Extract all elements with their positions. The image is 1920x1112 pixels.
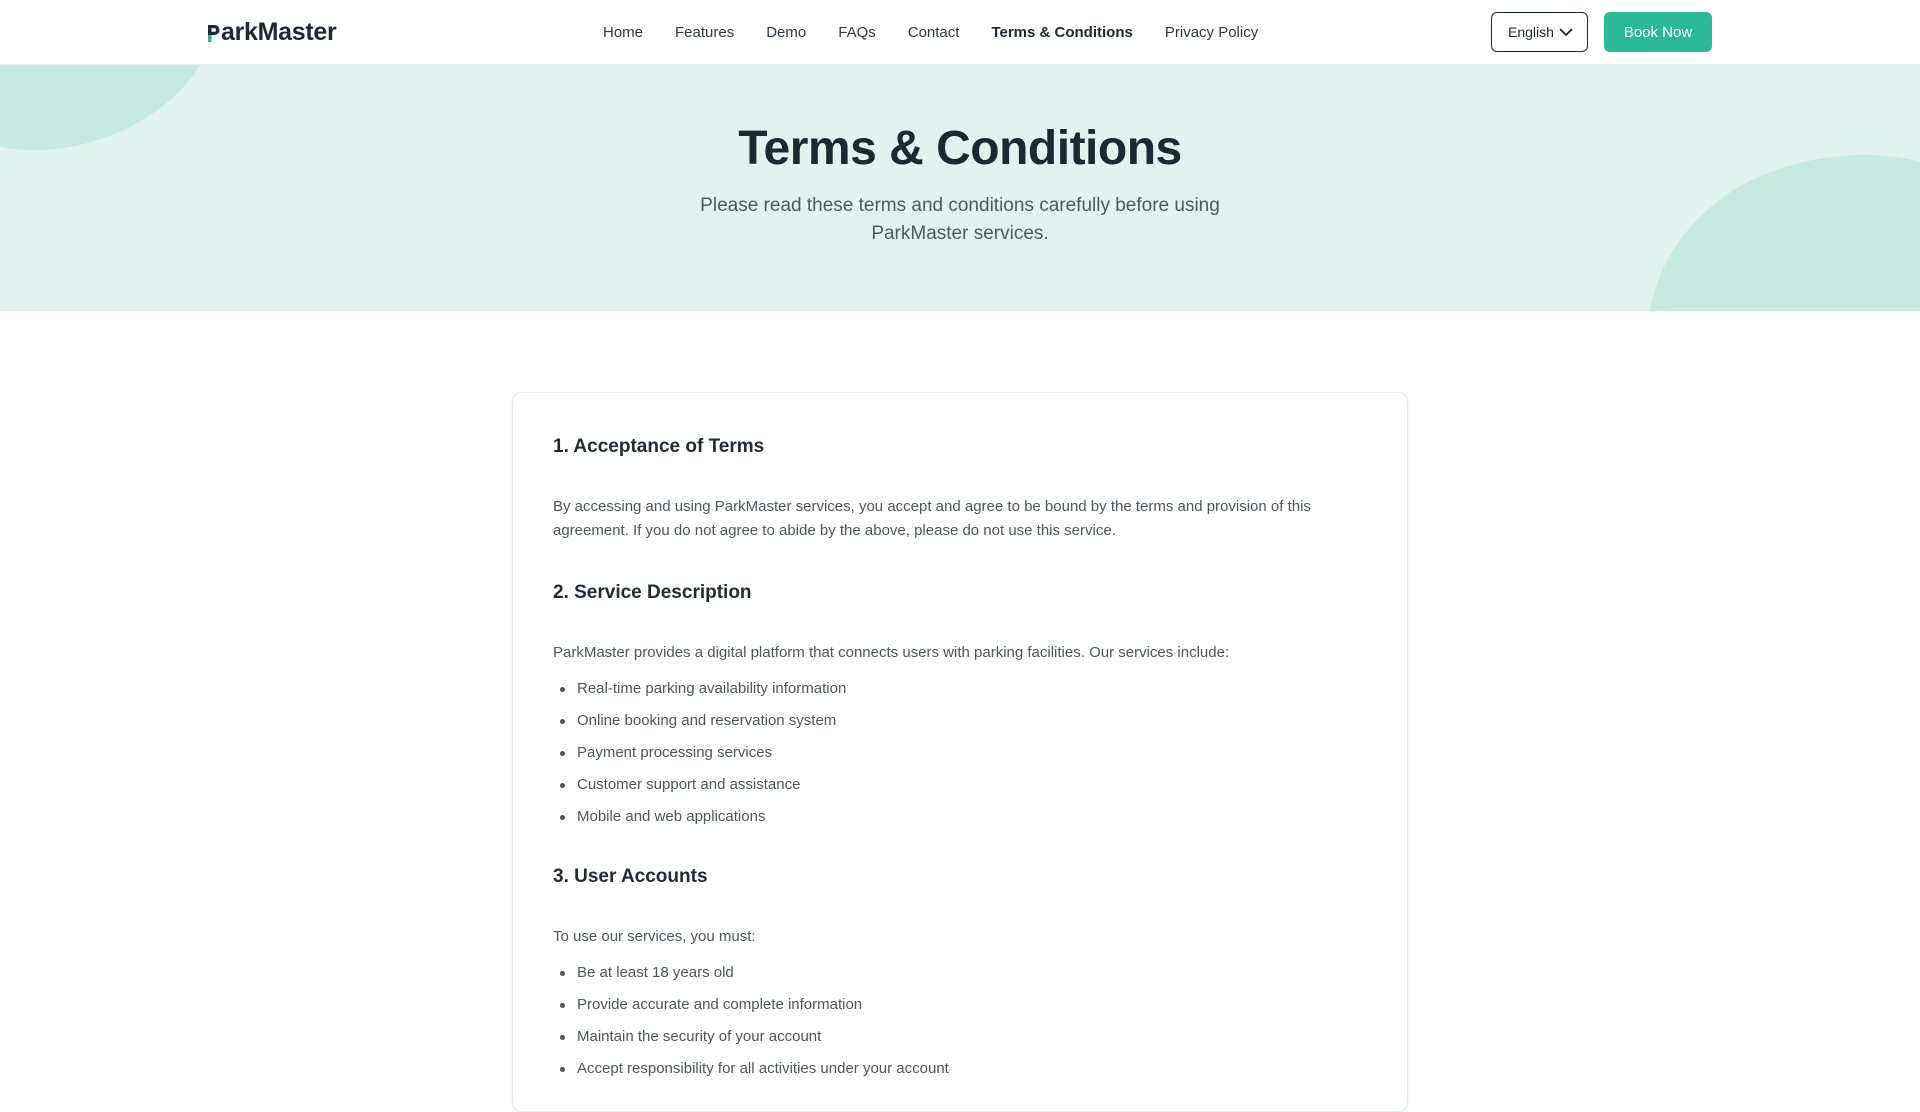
nav-faqs[interactable]: FAQs: [838, 24, 876, 41]
nav-home[interactable]: Home: [603, 24, 644, 41]
list-item: Payment processing services: [553, 741, 1367, 765]
section-text-service: ParkMaster provides a digital platform that connects users with parking facilities. Our services include:: [553, 644, 1230, 661]
section-text-acceptance: By accessing and using ParkMaster services, you accept and agree to be bound by the terms and provision of this agreement. If you do not agree to abide by the above, please do not use this service.: [553, 498, 1311, 539]
language-value: English: [1508, 24, 1554, 40]
nav-contact[interactable]: Contact: [907, 24, 960, 41]
section-title-acceptance: 1. Acceptance of Terms: [553, 436, 765, 457]
terms-content-card: [512, 392, 1408, 1112]
list-item: Maintain the security of your account: [553, 1025, 1367, 1049]
language-select[interactable]: [1491, 12, 1588, 52]
section-text-accounts: To use our services, you must:: [553, 928, 756, 945]
list-item: Mobile and web applications: [553, 805, 1367, 829]
page-title: Terms & Conditions: [738, 122, 1182, 175]
section-title-service: 2. Service Description: [553, 582, 752, 603]
navbar: [0, 0, 1920, 65]
service-list: [553, 677, 1367, 829]
list-item: Customer support and assistance: [553, 773, 1367, 797]
list-item: Real-time parking availability information: [553, 677, 1367, 701]
list-item: Online booking and reservation system: [553, 709, 1367, 733]
nav-terms[interactable]: Terms & Conditions: [991, 24, 1133, 41]
brand-logo[interactable]: [207, 16, 336, 48]
main-nav: [603, 0, 1258, 65]
accounts-list: [553, 961, 1367, 1081]
section-title-accounts: 3. User Accounts: [553, 866, 708, 887]
list-item: Accept responsibility for all activities under your account: [553, 1057, 1367, 1081]
hero-banner: [0, 65, 1920, 311]
brand-name: arkMaster: [221, 17, 337, 46]
book-now-button[interactable]: Book Now: [1604, 12, 1712, 52]
list-item: Be at least 18 years old: [553, 961, 1367, 985]
nav-privacy[interactable]: Privacy Policy: [1164, 24, 1259, 41]
page-subtitle: Please read these terms and conditions carefully before using ParkMaster services.: [700, 195, 1220, 244]
list-item: Provide accurate and complete information: [553, 993, 1367, 1017]
chevron-down-icon: [1559, 28, 1573, 37]
nav-demo[interactable]: Demo: [766, 24, 807, 41]
nav-features[interactable]: Features: [675, 24, 735, 41]
parking-p-icon: [207, 24, 220, 43]
